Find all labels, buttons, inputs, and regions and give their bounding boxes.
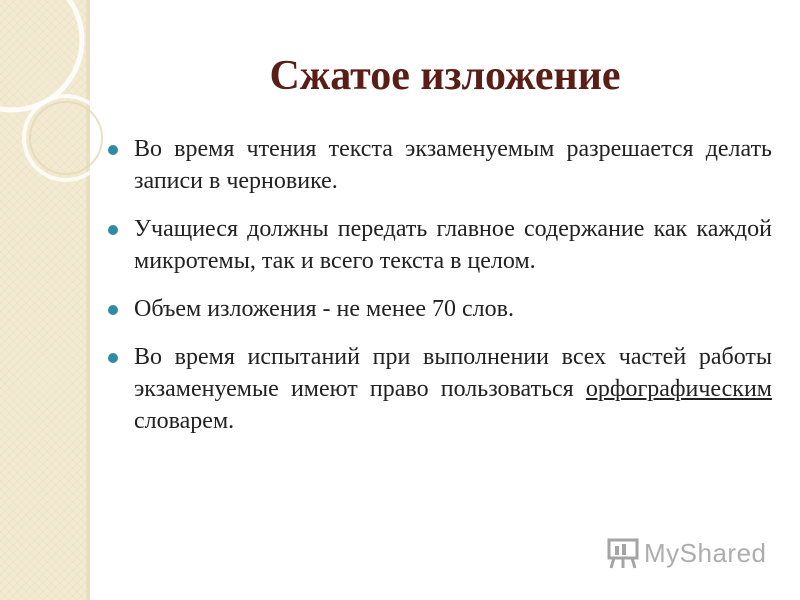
- presentation-board-icon: [606, 536, 640, 570]
- list-item: [108, 341, 772, 437]
- watermark-text: MyShared: [644, 537, 767, 568]
- bullet-icon: [108, 145, 118, 155]
- bullet-text: Объем изложения - не менее 70 слов.: [134, 296, 514, 322]
- bullet-list: [108, 133, 772, 453]
- bullet-text-part: словарем.: [134, 408, 235, 434]
- decorative-rings: [0, 0, 120, 220]
- list-item: [108, 133, 772, 197]
- bullet-text: Во время чтения текста экзаменуемым разрешается делать записи в черновике.: [134, 136, 772, 194]
- bullet-icon: [108, 225, 118, 235]
- list-item: [108, 213, 772, 277]
- bullet-icon: [108, 353, 118, 363]
- bullet-icon: [108, 305, 118, 315]
- bullet-text: Учащиеся должны передать главное содержание как каждой микротемы, так и всего текста в целом.: [134, 216, 772, 274]
- underlined-word: орфографическим: [585, 376, 772, 402]
- list-item: [108, 293, 772, 325]
- slide-title: Сжатое изложение: [269, 53, 621, 99]
- bullet-text-part: Во время испытаний при выполнении всех частей работы экзаменуемые имеют право пользоваться: [134, 344, 772, 402]
- watermark: [606, 536, 767, 570]
